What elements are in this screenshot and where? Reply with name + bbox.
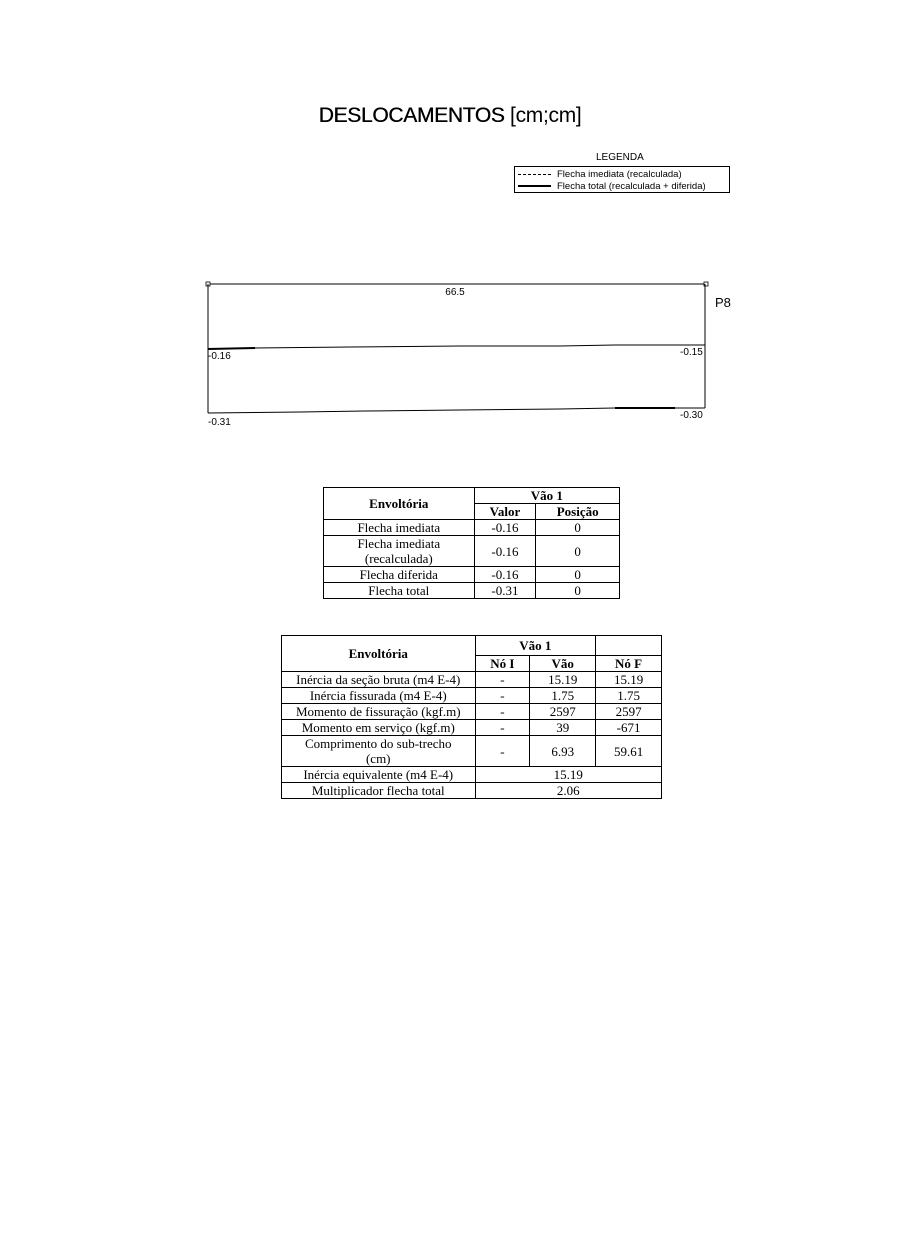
row-no-f: 59.61 [596, 736, 662, 767]
header-envoltoria: Envoltória [282, 636, 476, 672]
table-summary-row [282, 767, 662, 783]
support-label: P8 [715, 295, 731, 310]
row-no-f: 1.75 [596, 688, 662, 704]
total-left-value: -0.31 [208, 417, 231, 428]
row-no-f: 2597 [596, 704, 662, 720]
table-row [282, 720, 662, 736]
summary-label: Inércia equivalente (m4 E-4) [282, 767, 476, 783]
immediate-curve-end-left [208, 348, 255, 349]
title-main: DESLOCAMENTOS [318, 104, 505, 127]
row-no-f: -671 [596, 720, 662, 736]
row-no-f: 15.19 [596, 672, 662, 688]
row-label: Inércia fissurada (m4 E-4) [282, 688, 476, 704]
row-label: Inércia da seção bruta (m4 E-4) [282, 672, 476, 688]
row-posicao: 0 [536, 520, 620, 536]
legend-title: LEGENDA [596, 152, 644, 163]
table-row [282, 688, 662, 704]
row-vao: 2597 [530, 704, 596, 720]
title-units: [cm;cm] [510, 104, 582, 127]
row-label: Comprimento do sub-trecho (cm) [282, 736, 476, 767]
header-span: Vão 1 [475, 636, 596, 656]
row-valor: -0.16 [474, 536, 536, 567]
header-valor: Valor [474, 504, 536, 520]
row-no-i: - [475, 704, 530, 720]
table-summary-row [282, 783, 662, 799]
deflection-envelope-table [323, 487, 620, 599]
row-vao: 39 [530, 720, 596, 736]
table-header-row [324, 488, 620, 504]
header-posicao: Posição [536, 504, 620, 520]
header-no-f: Nó F [596, 656, 662, 672]
table-row [282, 736, 662, 767]
immediate-right-value: -0.15 [680, 347, 703, 358]
header-envoltoria: Envoltória [324, 488, 475, 520]
span-length-label: 66.5 [445, 287, 465, 298]
row-no-i: - [475, 720, 530, 736]
table-row [282, 672, 662, 688]
row-no-i: - [475, 672, 530, 688]
row-label: Flecha diferida [324, 567, 475, 583]
legend-label-immediate: Flecha imediata (recalculada) [557, 168, 682, 180]
header-empty [596, 636, 662, 656]
row-valor: -0.31 [474, 583, 536, 599]
table-header-row [282, 636, 662, 656]
immediate-deflection-curve [208, 345, 705, 349]
table-row [324, 583, 620, 599]
legend-label-total: Flecha total (recalculada + diferida) [557, 180, 706, 192]
row-label: Flecha imediata [324, 520, 475, 536]
row-vao: 15.19 [530, 672, 596, 688]
row-label: Flecha total [324, 583, 475, 599]
row-label: Momento em serviço (kgf.m) [282, 720, 476, 736]
row-posicao: 0 [536, 583, 620, 599]
summary-value: 15.19 [475, 767, 662, 783]
row-posicao: 0 [536, 536, 620, 567]
total-right-value: -0.30 [680, 410, 703, 421]
header-vao: Vão [530, 656, 596, 672]
row-no-i: - [475, 688, 530, 704]
row-no-i: - [475, 736, 530, 767]
row-label: Flecha imediata (recalculada) [324, 536, 475, 567]
immediate-left-value: -0.16 [208, 351, 231, 362]
row-vao: 6.93 [530, 736, 596, 767]
table-row [324, 536, 620, 567]
row-valor: -0.16 [474, 520, 536, 536]
row-posicao: 0 [536, 567, 620, 583]
row-valor: -0.16 [474, 567, 536, 583]
table-row [282, 704, 662, 720]
row-label: Momento de fissuração (kgf.m) [282, 704, 476, 720]
row-vao: 1.75 [530, 688, 596, 704]
summary-label: Multiplicador flecha total [282, 783, 476, 799]
header-no-i: Nó I [475, 656, 530, 672]
table-row [324, 520, 620, 536]
summary-value: 2.06 [475, 783, 662, 799]
table-row [324, 567, 620, 583]
section-properties-table [281, 635, 662, 799]
header-span: Vão 1 [474, 488, 619, 504]
deflection-diagram [0, 0, 900, 460]
